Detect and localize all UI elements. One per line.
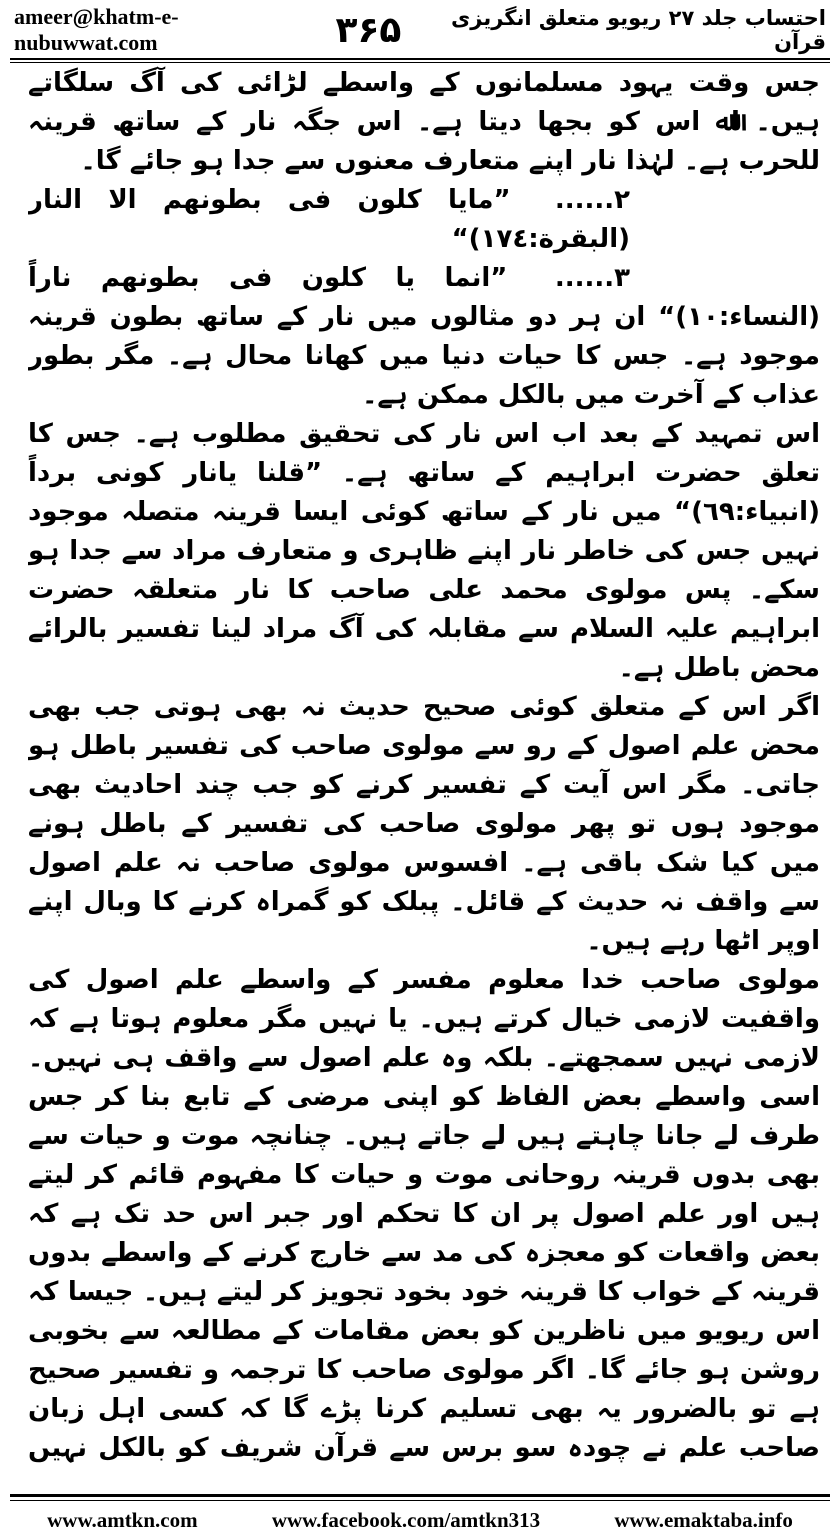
header-rule (10, 58, 830, 60)
paragraph-3: اگر اس کے متعلق کوئی صحیح حدیث نہ بھی ہوتی جب بھی محض علم اصول کے رو سے مولوی صاحب کی تفسیر باطل ہو جاتی۔ مگر اس آیت کے تفسیر کرنے کو جب چند احادیث بھی موجود ہوں تو پھر مولوی صاحب کی تفسیر کے باطل ہونے میں کیا شک باقی ہے۔ افسوس مولوی صاحب نہ علم اصول سے واقف نہ حدیث کے قائل۔ پبلک کو گمراہ کرنے کا وبال اپنے اوپر اٹھا رہے ہیں۔ (28, 692, 820, 956)
footer-rule-thin (10, 1500, 830, 1501)
item-3-text: ان ہر دو مثالوں میں نار کے ساتھ بطون قرینہ موجود ہے۔ جس کا حیات دنیا میں کھانا محال ہے۔ مگر بطور عذاب کے آخرت میں بالکل ممکن ہے۔ (28, 302, 820, 410)
page-footer (10, 1502, 830, 1538)
footer-link-amtkn[interactable]: www.amtkn.com (47, 1507, 198, 1532)
footer-link-facebook[interactable]: www.facebook.com/amtkn313 (271, 1507, 541, 1532)
list-item-3 (28, 259, 820, 415)
header-title: احتساب جلد ۲۷ ریویو متعلق انگریزی قرآن (451, 6, 826, 54)
paragraph-2 (28, 415, 820, 688)
list-item-2 (28, 181, 820, 259)
header-rule-thin (10, 62, 830, 63)
item-3-verse: ”انما یا کلون فی بطونهم ناراً (النساء:۱۰)“ (28, 263, 820, 332)
header-left (14, 4, 401, 56)
footer-rule (10, 1494, 830, 1497)
header-email: ameer@khatm-e-nubuwwat.com (14, 4, 179, 55)
item-2-number: ۲...... (554, 185, 630, 215)
paragraph-1: جس وقت یہود مسلمانوں کے واسطے لڑائی کی آگ سلگاتے ہیں۔ اﷲ اس کو بجھا دیتا ہے۔ اس جگہ نار کے ساتھ قرینہ للحرب ہے۔ لہٰذا نار اپنے متعارف معنوں سے جدا ہو جائے گا۔ (28, 68, 820, 176)
page-header (14, 4, 826, 56)
item-2-verse: ”مایا کلون فی بطونهم الا النار (البقرة:۱۷٤)“ (28, 185, 630, 254)
paragraph-2-a: اس تمہید کے بعد اب اس نار کی تحقیق مطلوب ہے۔ جس کا تعلق حضرت ابراہیم کے ساتھ ہے۔ (28, 419, 820, 488)
paragraph-2-verse: ”قلنا یانار کونی برداً (انبیاء:٦٩)“ (28, 458, 820, 527)
paragraph-4 (28, 961, 820, 1464)
paragraph-2-b: میں نار کے ساتھ کوئی ایسا قرینہ متصلہ موجود نہیں جس کی خاطر نار اپنے ظاہری و متعارف مراد سے جدا ہو سکے۔ پس مولوی محمد علی صاحب کا نار متعلقہ حضرت ابراہیم علیہ السلام سے مقابلہ کی آگ مراد لینا تفسیر بالرائے محض باطل ہے۔ (28, 497, 820, 683)
body-text (28, 64, 820, 1464)
footer-link-emaktaba[interactable]: www.emaktaba.info (614, 1507, 793, 1532)
paragraph-4-a: مولوی صاحب خدا معلوم مفسر کے واسطے علم اصول کی واقفیت لازمی خیال کرتے ہیں۔ یا نہیں مگر معلوم ہوتا ہے کہ لازمی نہیں سمجھتے۔ بلکہ وہ علم اصول سے واقف ہی نہیں۔ اسی واسطے بعض الفاظ کو اپنی مرضی کے تابع بنا کر جس طرف لے جانا چاہتے ہیں لے جاتے ہیں۔ چنانچہ موت و حیات سے بھی بدوں قرینہ روحانی موت و حیات کا مفہوم قائم کر لیتے ہیں اور علم اصول پر ان کا تحکم اور جبر اس حد تک ہے کہ بعض واقعات کو معجزہ کی مد سے خارج کرنے کے واسطے بدوں قرینہ کے خواب کا قرینہ خود بخود تجویز کر لیتے ہیں۔ جیسا کہ اس ریویو میں ناظرین کو بعض مقامات کے مطالعہ سے بخوبی روشن ہو جائے گا۔ اگر مولوی صاحب کا ترجمہ و تفسیر صحیح ہے تو بالضرور یہ بھی تسلیم کرنا پڑے گا کہ کسی اہل زبان صاحب علم نے چودہ سو برس سے قرآن شریف کو بالکل نہیں (28, 965, 820, 1463)
item-3-number: ۳...... (554, 263, 630, 293)
page-number: ۳۶۵ (335, 9, 402, 51)
